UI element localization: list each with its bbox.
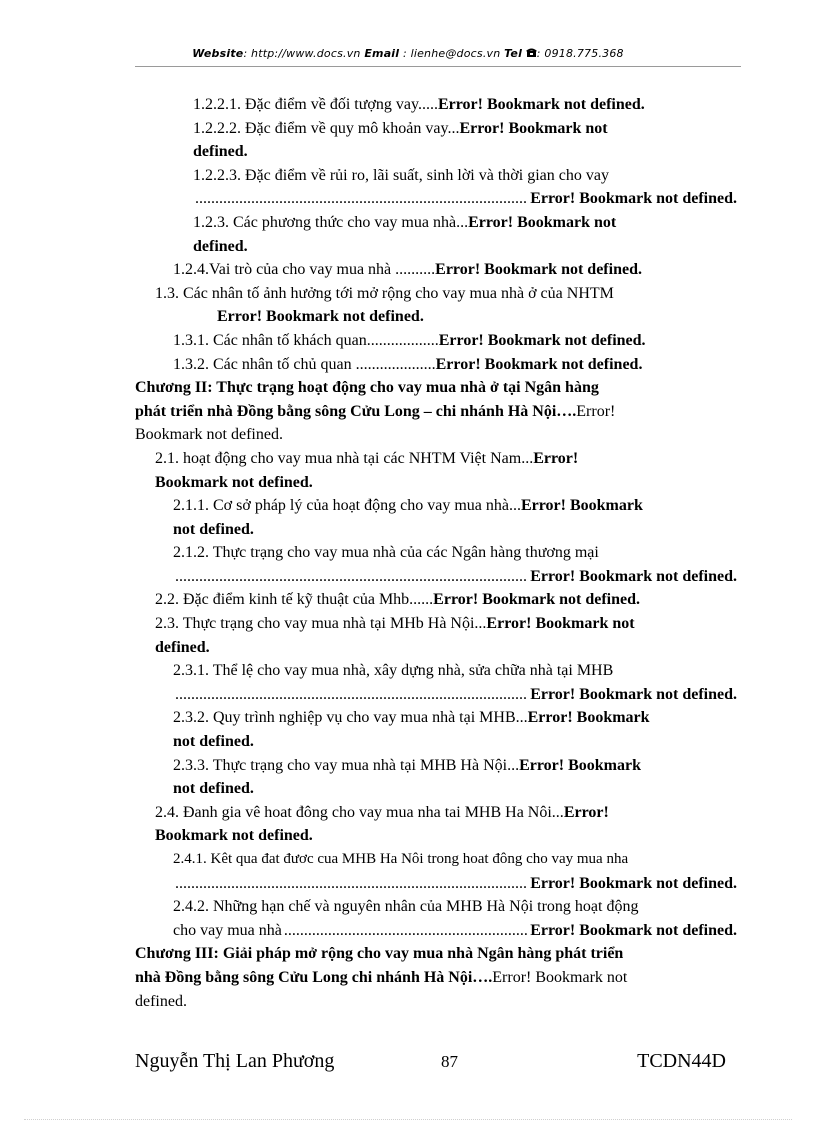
tel-label: Tel <box>504 47 523 60</box>
toc-entry-text: 2.3.3. Thực trạng cho vay mua nhà tại MHB Hà Nội... <box>173 756 520 774</box>
toc-entry-error: Error! Bookmark not <box>486 615 635 633</box>
toc-entry[interactable] <box>0 541 737 588</box>
author-name: Nguyễn Thị Lan Phương <box>135 1050 335 1072</box>
toc-entry-error-cont: Bookmark not defined. <box>135 426 283 444</box>
toc-entry-error: Error! Bookmark not <box>459 119 608 137</box>
toc-entry[interactable] <box>0 117 737 164</box>
toc-entry[interactable] <box>0 353 737 377</box>
toc-entry-text: 1.2.2.3. Đặc điểm về rủi ro, lãi suất, sinh lời và thời gian cho vay <box>193 166 609 184</box>
toc-chapter-title-cont: nhà Đồng bằng sông Cửu Long chi nhánh Hà Nội…. <box>135 968 493 986</box>
toc-entry-text-cont: cho vay mua nhà <box>173 921 282 939</box>
toc-entry-error-cont: not defined. <box>173 733 254 751</box>
toc-entry[interactable] <box>0 848 737 895</box>
toc-entry-error: Error! Bookmark not defined. <box>435 261 642 279</box>
toc-entry[interactable] <box>0 93 737 117</box>
toc-chapter-title-cont: phát triển nhà Đồng bằng sông Cửu Long – chi nhánh Hà Nội…. <box>135 402 577 420</box>
toc-entry-text: 2.1.1. Cơ sở pháp lý của hoạt động cho vay mua nhà... <box>173 497 521 515</box>
toc-entry[interactable] <box>0 895 737 942</box>
toc-entry[interactable] <box>0 258 737 282</box>
toc-entry-text: 1.3. Các nhân tố ảnh hưởng tới mở rộng cho vay mua nhà ở của NHTM <box>155 284 614 302</box>
website-label: Website <box>192 47 244 60</box>
toc-chapter-entry[interactable] <box>0 376 737 447</box>
toc-chapter-entry[interactable] <box>0 942 737 1013</box>
toc-entry-error: Error! Bookmark not defined. <box>433 591 640 609</box>
toc-entry-error: Error! Bookmark not defined. <box>530 190 737 208</box>
toc-entry[interactable] <box>0 801 737 848</box>
toc-entry[interactable] <box>0 164 737 211</box>
toc-entry-error-cont: defined. <box>155 638 210 656</box>
toc-entry-text: 2.4.1. Kêt qua đat đươc cua MHB Ha Nôi trong hoat đông cho vay mua nha <box>173 851 629 867</box>
toc-entry-text: 1.3.1. Các nhân tố khách quan.................. <box>173 331 439 349</box>
toc-entry-text: 2.4.2. Những hạn chế và nguyên nhân của MHB Hà Nội trong hoạt động <box>173 898 639 916</box>
toc-entry-error: Error! <box>576 402 616 420</box>
toc-entry-error: Error! Bookmark not defined. <box>530 921 737 939</box>
dot-leader <box>195 187 528 211</box>
dot-leader <box>284 919 528 943</box>
toc-chapter-title: Chương III: Giải pháp mở rộng cho vay mua nhà Ngân hàng phát triển <box>135 945 624 963</box>
toc-entry-text: 2.1. hoạt động cho vay mua nhà tại các NHTM Việt Nam... <box>155 449 534 467</box>
toc-entry-text: 2.3. Thực trạng cho vay mua nhà tại MHb Hà Nội... <box>155 615 487 633</box>
toc-entry[interactable] <box>0 494 737 541</box>
toc-entry-error: Error! <box>563 803 609 821</box>
toc-entry-error: Error! Bookmark not <box>492 968 628 986</box>
toc-entry-error-cont: defined. <box>135 992 187 1010</box>
toc-entry[interactable] <box>0 588 737 612</box>
toc-entry-error-cont: not defined. <box>173 780 254 798</box>
bottom-divider <box>24 1119 792 1120</box>
toc-entry-text: 2.4. Đanh gia vê hoat đông cho vay mua nha tai MHB Ha Nôi... <box>155 803 564 821</box>
toc-entry-text: 2.2. Đặc điểm kinh tế kỹ thuật của Mhb...... <box>155 591 434 609</box>
toc-entry[interactable] <box>0 706 756 753</box>
toc-chapter-title: Chương II: Thực trạng hoạt động cho vay mua nhà ở tại Ngân hàng <box>135 379 599 397</box>
toc-entry-text: 1.2.4.Vai trò của cho vay mua nhà .......... <box>173 261 436 279</box>
toc-entry[interactable] <box>0 282 737 329</box>
toc-entry[interactable] <box>0 754 737 801</box>
toc-entry[interactable] <box>0 211 737 258</box>
dot-leader <box>175 683 528 707</box>
tel-value: : 0918.775.368 <box>536 47 624 60</box>
toc-entry-error: Error! Bookmark not defined. <box>438 331 646 349</box>
toc-entry-error-cont: defined. <box>193 143 248 161</box>
toc-entry-text: 1.2.3. Các phương thức cho vay mua nhà... <box>193 213 469 231</box>
email-label: Email <box>364 47 400 60</box>
toc-entry-error: Error! Bookmark not defined. <box>530 874 737 892</box>
website-value: : http://www.docs.vn <box>243 47 361 60</box>
email-value: : lienhe@docs.vn <box>402 47 501 60</box>
toc-entry-text: 2.1.2. Thực trạng cho vay mua nhà của các Ngân hàng thương mại <box>173 544 599 562</box>
toc-entry-text: 1.2.2.1. Đặc điểm về đối tượng vay..... <box>193 96 438 113</box>
dot-leader <box>175 565 528 589</box>
toc-entry-error: Error! Bookmark not defined. <box>217 308 424 326</box>
toc-entry-error-cont: Bookmark not defined. <box>155 473 313 491</box>
toc-entry-error: Error! Bookmark not <box>468 213 617 231</box>
toc-entry-text: 2.3.2. Quy trình nghiệp vụ cho vay mua nhà tại MHB... <box>173 709 528 727</box>
toc-entry[interactable] <box>0 329 737 353</box>
toc-entry-error: Error! <box>533 449 579 467</box>
toc-entry-error-cont: defined. <box>193 237 248 255</box>
toc-entry-text: 2.3.1. Thể lệ cho vay mua nhà, xây dựng nhà, sửa chữa nhà tại MHB <box>173 662 614 680</box>
toc-entry-error-cont: Bookmark not defined. <box>155 827 313 845</box>
toc-entry[interactable] <box>0 447 737 494</box>
toc-entry-text: 1.2.2.2. Đặc điểm về quy mô khoản vay... <box>193 119 460 137</box>
table-of-contents <box>0 93 816 1013</box>
toc-entry[interactable] <box>0 612 737 659</box>
toc-entry-error: Error! Bookmark not defined. <box>435 355 643 373</box>
toc-entry-text: 1.3.2. Các nhân tố chủ quan .................... <box>173 355 436 373</box>
phone-icon <box>526 47 537 60</box>
toc-entry-error: Error! Bookmark not defined. <box>530 685 737 703</box>
class-code: TCDN44D <box>637 1050 726 1072</box>
toc-entry[interactable] <box>0 659 737 706</box>
toc-entry-error-cont: not defined. <box>173 520 254 538</box>
dot-leader <box>175 872 528 896</box>
toc-entry-error: Error! Bookmark not defined. <box>437 96 645 113</box>
page-number: 87 <box>441 1052 458 1071</box>
page-header <box>0 47 816 60</box>
toc-entry-error: Error! Bookmark <box>520 497 643 515</box>
toc-entry-error: Error! Bookmark not defined. <box>530 567 737 585</box>
toc-entry-error: Error! Bookmark <box>519 756 642 774</box>
header-divider <box>135 66 741 67</box>
toc-entry-error: Error! Bookmark <box>527 709 650 727</box>
